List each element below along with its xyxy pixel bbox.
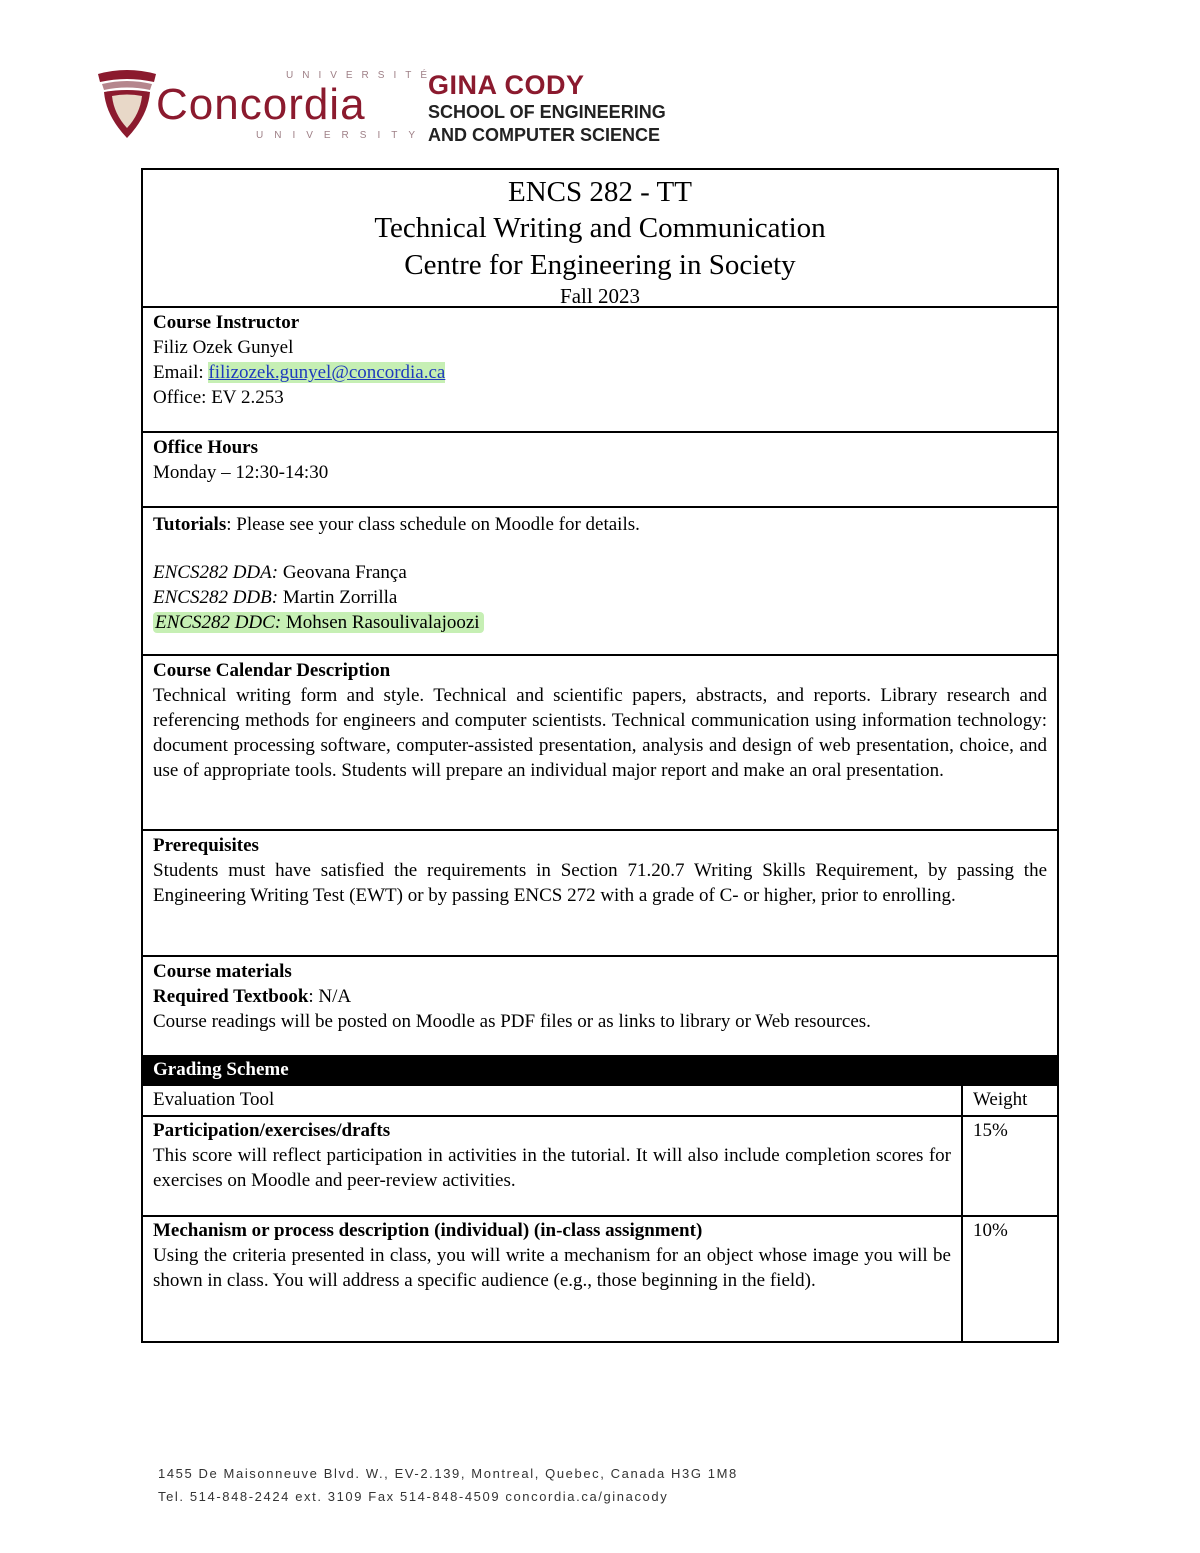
office-hours-section [143, 433, 1057, 508]
tutorials-text: : Please see your class schedule on Moodle for details. [226, 514, 640, 535]
instructor-office: Office: EV 2.253 [153, 387, 284, 408]
school-name-line1: SCHOOL OF ENGINEERING [428, 102, 666, 122]
calendar-heading: Course Calendar Description [153, 660, 391, 681]
instructor-email-line [153, 360, 1047, 385]
grading-item-title: Mechanism or process description (individual) (in-class assignment) [153, 1220, 703, 1241]
header-tool: Evaluation Tool [143, 1086, 963, 1115]
textbook-label: Required Textbook [153, 986, 309, 1007]
grading-row-tool [143, 1215, 963, 1341]
course-title-block [143, 170, 1057, 308]
grading-table [143, 1086, 1057, 1341]
grading-heading: Grading Scheme [143, 1055, 1057, 1086]
textbook-value: : N/A [308, 986, 352, 1007]
tutorial-item [153, 560, 1047, 585]
instructor-email-link[interactable]: filizozek.gunyel@concordia.ca [208, 362, 446, 383]
course-code: ENCS 282 - TT [508, 176, 692, 208]
tutorial-section: ENCS282 DDC: [155, 612, 282, 633]
textbook-line [153, 984, 1047, 1009]
instructor-name: Filiz Ozek Gunyel [153, 337, 294, 358]
footer-contact: Tel. 514-848-2424 ext. 3109 Fax 514-848-4509 concordia.ca/ginacody [158, 1489, 669, 1504]
tutorial-ta: Mohsen Rasoulivalajoozi [281, 612, 480, 633]
university-wordmark: UNIVERSITY [256, 130, 427, 141]
materials-heading: Course materials [153, 961, 292, 982]
calendar-section [143, 656, 1057, 831]
tutorial-item [153, 585, 1047, 610]
tutorials-intro [153, 512, 1047, 537]
footer-address: 1455 De Maisonneuve Blvd. W., EV-2.139, Montreal, Quebec, Canada H3G 1M8 [158, 1466, 738, 1481]
grading-item-desc: This score will reflect participation in activities in the tutorial. It will also include completion scores for exercises on Moodle and peer-review activities. [153, 1145, 951, 1191]
email-label: Email: [153, 362, 204, 383]
instructor-heading: Course Instructor [153, 312, 300, 333]
grading-item-weight: 10% [963, 1215, 1057, 1341]
readings-text: Course readings will be posted on Moodle as PDF files or as links to library or Web resources. [153, 1011, 871, 1032]
tutorials-section [143, 508, 1057, 656]
prerequisites-text: Students must have satisfied the requirements in Section 71.20.7 Writing Skills Requirement, by passing the Engineering Writing Test (EWT) or by passing ENCS 272 with a grade of C- or higher, prior to enrolling. [153, 860, 1047, 906]
materials-section [143, 957, 1057, 1055]
header-weight: Weight [973, 1089, 1028, 1110]
concordia-shield-icon [96, 68, 158, 140]
prerequisites-heading: Prerequisites [153, 835, 259, 856]
university-logo [96, 62, 696, 152]
tutorial-section: ENCS282 DDB: [153, 587, 279, 608]
grading-row-tool [143, 1115, 963, 1215]
school-name-line2: AND COMPUTER SCIENCE [428, 125, 661, 145]
tutorial-highlight [153, 612, 484, 633]
grading-item-weight: 15% [963, 1115, 1057, 1215]
grading-item-desc: Using the criteria presented in class, you will write a mechanism for an object whose image you will be shown in class. You will address a specific audience (e.g., those beginning in the field). [153, 1245, 951, 1291]
tutorial-ta: Geovana França [278, 562, 407, 583]
course-term: Fall 2023 [560, 284, 640, 308]
tutorials-heading: Tutorials [153, 514, 227, 535]
tutorial-ta: Martin Zorrilla [278, 587, 398, 608]
syllabus-table [141, 168, 1059, 1343]
grading-item-title: Participation/exercises/drafts [153, 1120, 391, 1141]
course-name: Technical Writing and Communication [374, 212, 826, 244]
universite-wordmark: UNIVERSITÉ [286, 70, 437, 81]
concordia-wordmark: Concordia [156, 80, 366, 129]
office-hours-heading: Office Hours [153, 437, 259, 458]
instructor-section [143, 308, 1057, 433]
prerequisites-section [143, 831, 1057, 957]
gina-cody-title: GINA CODY [428, 70, 585, 100]
calendar-text: Technical writing form and style. Technical and scientific papers, abstracts, and reports. Library research and referencing methods for engineers and computer scientists. Technical communication using information technology: document processing software, computer-assisted presentation, analysis and design of web presentation, choice, and use of appropriate tools. Students will prepare an individual major report and make an oral presentation. [153, 685, 1047, 781]
office-hours-value: Monday – 12:30-14:30 [153, 462, 329, 483]
tutorial-item [153, 610, 1047, 635]
course-centre: Centre for Engineering in Society [404, 249, 796, 281]
tutorial-section: ENCS282 DDA: [153, 562, 279, 583]
